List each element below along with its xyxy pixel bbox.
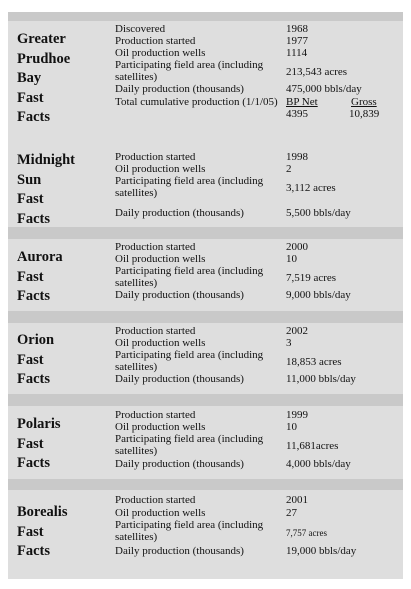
title-line: Facts xyxy=(17,109,51,125)
fact-value: 10 xyxy=(286,421,297,433)
fact-value: 3 xyxy=(286,337,292,349)
fact-label: Participating field area (including satellites) xyxy=(115,349,264,373)
section-title xyxy=(17,415,61,474)
title-line: Orion xyxy=(17,332,55,348)
section-title xyxy=(17,248,63,307)
fact-value: 9,000 bbls/day xyxy=(286,289,351,301)
fact-value: 7,757 acres xyxy=(286,528,327,538)
title-line: Sun xyxy=(17,171,42,188)
fact-label: Oil production wells xyxy=(115,507,206,519)
title-line: Fast xyxy=(17,523,44,540)
fact-label: Participating field area (including satellites) xyxy=(115,433,264,457)
fact-label: Oil production wells xyxy=(115,337,206,349)
title-line: Facts xyxy=(17,288,51,304)
fact-label: Participating field area (including satellites) xyxy=(115,175,264,199)
fact-value: 11,681acres xyxy=(286,440,339,452)
fact-value: 7,519 acres xyxy=(286,272,337,284)
title-line: Midnight xyxy=(17,152,76,168)
fact-label: Participating field area (including satellites) xyxy=(115,519,264,543)
bp-net-value: 4395 xyxy=(286,108,308,120)
fact-value: 1977 xyxy=(286,35,308,47)
fact-label: Daily production (thousands) xyxy=(115,207,244,219)
fact-label: Production started xyxy=(115,151,196,163)
fast-facts-panel xyxy=(8,12,403,579)
fact-value: 213,543 acres xyxy=(286,66,348,78)
fact-value: 2000 xyxy=(286,241,308,253)
fact-value: 19,000 bbls/day xyxy=(286,545,357,557)
fact-value: 10 xyxy=(286,253,297,265)
section-borealis xyxy=(8,490,403,579)
fact-value: 11,000 bbls/day xyxy=(286,373,356,385)
fact-value: 2 xyxy=(286,163,292,175)
fact-value: 1114 xyxy=(286,47,308,59)
title-line: Borealis xyxy=(17,504,68,520)
fact-label: Oil production wells xyxy=(115,253,206,265)
section-title xyxy=(17,331,54,390)
fact-label: Daily production (thousands) xyxy=(115,83,244,95)
section-title xyxy=(17,30,70,128)
title-line: Fast xyxy=(17,191,44,207)
gross-header: Gross xyxy=(351,96,377,108)
title-line: Fast xyxy=(17,268,44,285)
title-line: Fast xyxy=(17,435,44,452)
fact-label: Production started xyxy=(115,494,196,506)
fact-label: Production started xyxy=(115,325,196,337)
fact-value: 3,112 acres xyxy=(286,182,336,194)
fact-label: Participating field area (including satellites) xyxy=(115,59,264,83)
fact-value: 2002 xyxy=(286,325,308,337)
title-line: Facts xyxy=(17,455,51,471)
title-line: Fast xyxy=(17,351,44,368)
fact-value: 1998 xyxy=(286,151,308,163)
title-line: Fast xyxy=(17,89,44,106)
section-midnight-sun xyxy=(8,152,403,227)
fact-value: 1968 xyxy=(286,23,308,35)
fact-label: Daily production (thousands) xyxy=(115,373,244,385)
fact-value: 2001 xyxy=(286,494,308,506)
cumulative-label: Total cumulative production (1/1/05) xyxy=(115,96,278,108)
fact-label: Daily production (thousands) xyxy=(115,545,244,557)
title-line: Polaris xyxy=(17,416,61,432)
fact-label: Oil production wells xyxy=(115,47,206,59)
fact-value: 5,500 bbls/day xyxy=(286,207,351,219)
title-line: Aurora xyxy=(17,249,63,265)
section-orion xyxy=(8,323,403,394)
title-line: Greater xyxy=(17,31,66,47)
fact-label: Oil production wells xyxy=(115,421,206,433)
section-greater-prudhoe-bay xyxy=(8,21,403,152)
title-line: Facts xyxy=(17,210,51,227)
title-line: Bay xyxy=(17,70,42,86)
fact-value: 18,853 acres xyxy=(286,356,342,368)
section-title xyxy=(17,151,75,229)
cumulative-production-row xyxy=(115,97,395,121)
fact-label: Oil production wells xyxy=(115,163,206,175)
bp-net-header: BP Net xyxy=(286,96,318,108)
fact-label: Production started xyxy=(115,35,196,47)
fact-value: 27 xyxy=(286,507,297,519)
fact-label: Production started xyxy=(115,241,196,253)
section-aurora xyxy=(8,239,403,311)
title-line: Facts xyxy=(17,371,51,387)
gross-value: 10,839 xyxy=(349,108,380,120)
fact-label: Participating field area (including satellites) xyxy=(115,265,264,289)
fact-label: Production started xyxy=(115,409,196,421)
fact-label: Daily production (thousands) xyxy=(115,289,244,301)
fact-value: 1999 xyxy=(286,409,308,421)
title-line: Prudhoe xyxy=(17,50,71,67)
fact-label: Daily production (thousands) xyxy=(115,458,244,470)
fact-value: 475,000 bbls/day xyxy=(286,83,362,95)
section-title xyxy=(17,503,67,562)
fact-label: Discovered xyxy=(115,23,166,35)
fact-value: 4,000 bbls/day xyxy=(286,458,351,470)
section-polaris xyxy=(8,406,403,479)
title-line: Facts xyxy=(17,543,51,559)
